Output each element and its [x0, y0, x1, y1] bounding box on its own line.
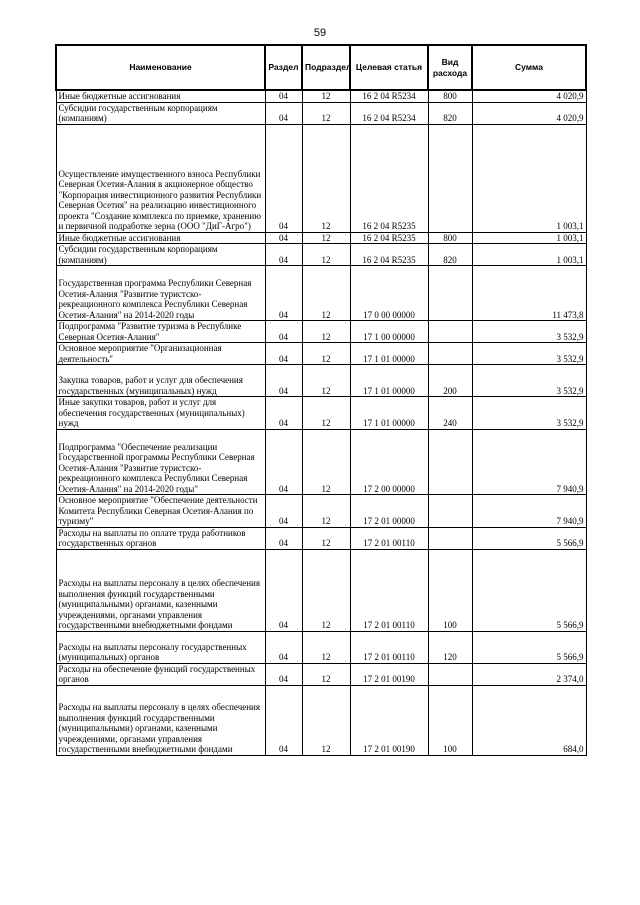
- cell-subsection: 12: [302, 232, 350, 244]
- cell-sum: 3 532,9: [472, 365, 586, 397]
- cell-name: Основное мероприятие "Обеспечение деятельности Комитета Республики Северная Осетия-Алания по туризму": [56, 495, 265, 528]
- cell-name: Осуществление имущественного взноса Республики Северная Осетия-Алания в акционерное общество "Корпорация инвестиционного развития Республики Северная Осетия" на реализацию инвестиционного проекта "Создание комплекса по приемке, хранению и первичной подработке зерна (ООО "ДиГ-Агро"): [56, 124, 265, 232]
- cell-name: Расходы на выплаты персоналу в целях обеспечения выполнения функций государственными (муниципальными) органами, казенными учреждениями, органами управления государственными внебюджетными фондами: [56, 685, 265, 755]
- cell-target: 17 1 01 00000: [350, 397, 428, 430]
- cell-section: 04: [265, 631, 302, 663]
- table-row: [56, 321, 586, 343]
- cell-sum: 684,0: [472, 685, 586, 755]
- cell-sum: 4 020,9: [472, 90, 586, 102]
- cell-section: 04: [265, 102, 302, 124]
- cell-sum: 11 473,8: [472, 266, 586, 321]
- cell-kind: [428, 527, 472, 549]
- cell-name: Подпрограмма "Развитие туризма в Республике Северная Осетия-Алания": [56, 321, 265, 343]
- cell-name: Государственная программа Республики Северная Осетия-Алания "Развитие туристско-рекреационного комплекса Республики Северная Осетия-Алания" на 2014-2020 годы: [56, 266, 265, 321]
- cell-section: 04: [265, 685, 302, 755]
- cell-name: Иные закупки товаров, работ и услуг для обеспечения государственных (муниципальных) нужд: [56, 397, 265, 430]
- cell-sum: 4 020,9: [472, 102, 586, 124]
- table-row: [56, 365, 586, 397]
- cell-kind: 800: [428, 232, 472, 244]
- cell-subsection: 12: [302, 343, 350, 365]
- header-name: Наименование: [56, 45, 265, 90]
- cell-subsection: 12: [302, 429, 350, 495]
- cell-name: Подпрограмма "Обеспечение реализации Государственной программы Республики Северная Осетия-Алания "Развитие туристско-рекреационного комплекса Республики Северная Осетия-Алания" на 2014-2020 годы": [56, 429, 265, 495]
- cell-kind: 820: [428, 244, 472, 266]
- table-row: [56, 90, 586, 102]
- header-section: Раздел: [265, 45, 302, 90]
- cell-subsection: 12: [302, 663, 350, 685]
- cell-target: 17 2 01 00110: [350, 631, 428, 663]
- table-row: [56, 527, 586, 549]
- cell-name: Субсидии государственным корпорациям (компаниям): [56, 244, 265, 266]
- cell-target: 17 2 00 00000: [350, 429, 428, 495]
- cell-subsection: 12: [302, 244, 350, 266]
- cell-target: 16 2 04 R5235: [350, 124, 428, 232]
- cell-kind: [428, 321, 472, 343]
- cell-name: Иные бюджетные ассигнования: [56, 90, 265, 102]
- cell-target: 16 2 04 R5234: [350, 102, 428, 124]
- cell-subsection: 12: [302, 124, 350, 232]
- cell-target: 17 2 01 00000: [350, 495, 428, 528]
- header-target: Целевая статья: [350, 45, 428, 90]
- cell-sum: 7 940,9: [472, 495, 586, 528]
- table-row: [56, 663, 586, 685]
- cell-sum: 1 003,1: [472, 244, 586, 266]
- cell-section: 04: [265, 429, 302, 495]
- cell-name: Закупка товаров, работ и услуг для обеспечения государственных (муниципальных) нужд: [56, 365, 265, 397]
- cell-subsection: 12: [302, 90, 350, 102]
- cell-kind: [428, 663, 472, 685]
- cell-sum: 3 532,9: [472, 397, 586, 430]
- cell-target: 17 1 01 00000: [350, 343, 428, 365]
- cell-section: 04: [265, 321, 302, 343]
- header-sum: Сумма: [472, 45, 586, 90]
- cell-section: 04: [265, 527, 302, 549]
- cell-subsection: 12: [302, 321, 350, 343]
- table-row: [56, 232, 586, 244]
- cell-target: 17 0 00 00000: [350, 266, 428, 321]
- cell-target: 17 1 00 00000: [350, 321, 428, 343]
- cell-target: 17 2 01 00190: [350, 685, 428, 755]
- cell-kind: 240: [428, 397, 472, 430]
- cell-subsection: 12: [302, 365, 350, 397]
- table-row: [56, 549, 586, 631]
- cell-kind: 800: [428, 90, 472, 102]
- cell-target: 16 2 04 R5235: [350, 244, 428, 266]
- table-row: [56, 631, 586, 663]
- table-row: [56, 397, 586, 430]
- cell-section: 04: [265, 244, 302, 266]
- cell-name: Расходы на выплаты по оплате труда работников государственных органов: [56, 527, 265, 549]
- cell-sum: 5 566,9: [472, 549, 586, 631]
- table-row: [56, 266, 586, 321]
- cell-name: Расходы на выплаты персоналу государственных (муниципальных) органов: [56, 631, 265, 663]
- cell-section: 04: [265, 124, 302, 232]
- cell-sum: 7 940,9: [472, 429, 586, 495]
- cell-sum: 2 374,0: [472, 663, 586, 685]
- cell-section: 04: [265, 549, 302, 631]
- cell-target: 17 2 01 00110: [350, 527, 428, 549]
- cell-sum: 3 532,9: [472, 321, 586, 343]
- cell-kind: [428, 124, 472, 232]
- cell-section: 04: [265, 90, 302, 102]
- cell-subsection: 12: [302, 102, 350, 124]
- cell-subsection: 12: [302, 527, 350, 549]
- cell-kind: [428, 495, 472, 528]
- cell-sum: 5 566,9: [472, 527, 586, 549]
- cell-kind: [428, 429, 472, 495]
- cell-section: 04: [265, 397, 302, 430]
- cell-name: Субсидии государственным корпорациям (компаниям): [56, 102, 265, 124]
- table-row: [56, 429, 586, 495]
- cell-kind: 100: [428, 549, 472, 631]
- cell-target: 17 2 01 00110: [350, 549, 428, 631]
- cell-kind: 200: [428, 365, 472, 397]
- header-subsection: Подраздел: [302, 45, 350, 90]
- budget-table: [55, 44, 587, 756]
- cell-target: 17 2 01 00190: [350, 663, 428, 685]
- cell-name: Основное мероприятие "Организационная деятельность": [56, 343, 265, 365]
- cell-subsection: 12: [302, 685, 350, 755]
- header-kind: Вид расхода: [428, 45, 472, 90]
- cell-subsection: 12: [302, 549, 350, 631]
- cell-target: 16 2 04 R5235: [350, 232, 428, 244]
- cell-kind: 820: [428, 102, 472, 124]
- cell-section: 04: [265, 495, 302, 528]
- cell-subsection: 12: [302, 266, 350, 321]
- cell-target: 16 2 04 R5234: [350, 90, 428, 102]
- cell-kind: 100: [428, 685, 472, 755]
- cell-kind: [428, 266, 472, 321]
- cell-sum: 1 003,1: [472, 124, 586, 232]
- page-number: 59: [313, 27, 327, 39]
- table-header-row: [56, 45, 586, 90]
- table-row: [56, 343, 586, 365]
- cell-name: Иные бюджетные ассигнования: [56, 232, 265, 244]
- cell-sum: 3 532,9: [472, 343, 586, 365]
- cell-sum: 5 566,9: [472, 631, 586, 663]
- cell-kind: 120: [428, 631, 472, 663]
- cell-section: 04: [265, 343, 302, 365]
- table-row: [56, 495, 586, 528]
- cell-section: 04: [265, 232, 302, 244]
- cell-section: 04: [265, 266, 302, 321]
- cell-kind: [428, 343, 472, 365]
- cell-subsection: 12: [302, 397, 350, 430]
- cell-sum: 1 003,1: [472, 232, 586, 244]
- table-row: [56, 124, 586, 232]
- cell-target: 17 1 01 00000: [350, 365, 428, 397]
- cell-section: 04: [265, 365, 302, 397]
- table-row: [56, 102, 586, 124]
- table-row: [56, 244, 586, 266]
- cell-name: Расходы на обеспечение функций государственных органов: [56, 663, 265, 685]
- cell-subsection: 12: [302, 631, 350, 663]
- cell-section: 04: [265, 663, 302, 685]
- table-row: [56, 685, 586, 755]
- cell-name: Расходы на выплаты персоналу в целях обеспечения выполнения функций государственными (муниципальными) органами, казенными учреждениями, органами управления государственными внебюджетными фондами: [56, 549, 265, 631]
- cell-subsection: 12: [302, 495, 350, 528]
